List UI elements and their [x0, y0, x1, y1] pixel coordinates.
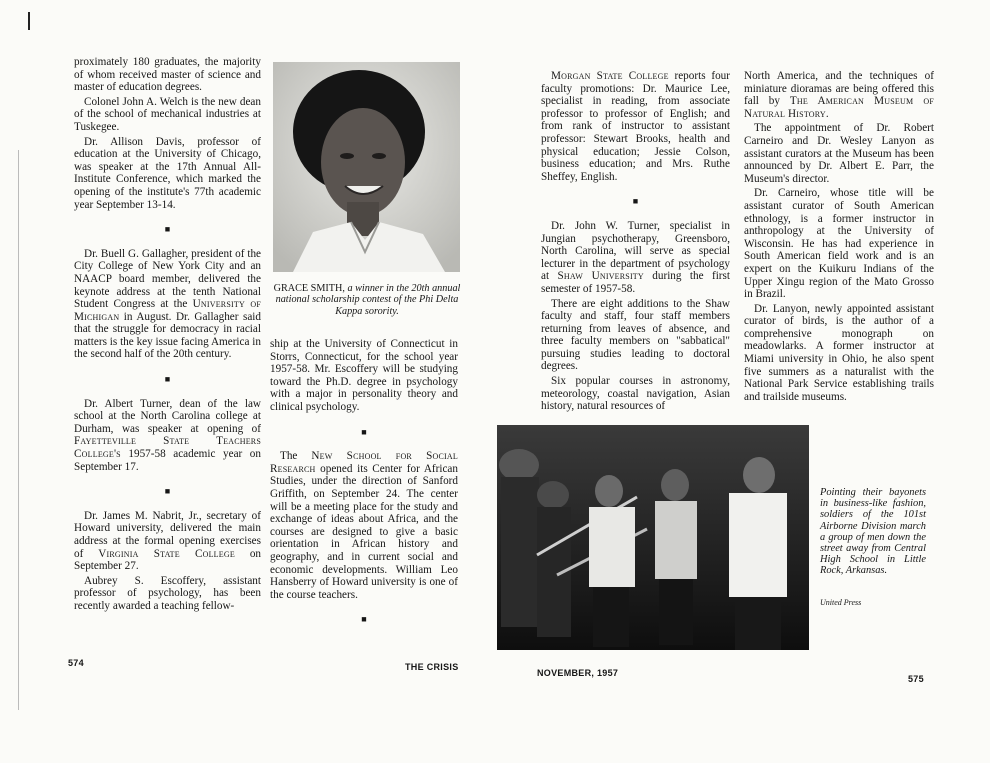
portrait-illustration [273, 62, 460, 272]
binding-edge [18, 150, 19, 710]
paragraph: Dr. James M. Nabrit, Jr., secretary of Howard university, delivered the main address at the formal opening exercises of Virginia State College on September 27. [74, 509, 262, 573]
paragraph: Dr. Allison Davis, professor of education at the University of Chicago, was speaker at the 17th Annual All-Institute Conference, which marked the opening of the institute's 77th academic year September 13-14. [74, 135, 261, 211]
portrait-caption [268, 283, 466, 317]
paragraph: proximately 180 graduates, the majority of whom received master of science and master of education degrees. [74, 56, 261, 94]
news-photo-caption: Pointing their bayonets in business-like fashion, soldiers of the 101st Airborne Division march a group of men down the street away from Central High School in Little Rock, Arkansas. [820, 487, 926, 577]
paragraph: Dr. John W. Turner, specialist in Jungian psychotherapy, Greensboro, North Carolina, will serve as special lecturer in the department of psychology at Shaw University during the first semester of 1957-58. [541, 219, 730, 295]
news-photo [497, 425, 809, 650]
paragraph: Six popular courses in astronomy, meteorology, coastal navigation, Asian history, natural resources of [541, 375, 730, 413]
left-column-2 [270, 338, 458, 638]
portrait-photo [273, 62, 460, 272]
right-column-4 [744, 70, 934, 403]
section-divider [74, 223, 261, 236]
paragraph: The New School for Social Research opened its Center for African Studies, under the direction of Sanford Griffith, on September 24. The center will be a meeting place for the study and exchange of ideas about Africa, and the courses are designed to give a basic orientation in African history and geography, and in current social and economic developments. William Leo Hansberry of Howard university is one of the course teachers. [270, 450, 458, 601]
paragraph: Colonel John A. Welch is the new dean of the school of mechanical industries at Tuskegee. [74, 95, 261, 133]
section-divider [74, 485, 261, 498]
paragraph: There are eight additions to the Shaw faculty and staff, four staff members returning from leaves of absence, and three faculty members on "sabbatical" pursuing studies leading to doctoral degrees. [541, 297, 730, 373]
binding-mark [28, 12, 30, 30]
paragraph: Morgan State College reports four faculty promotions: Dr. Maurice Lee, specialist in reading, from associate professor to professor of English; and from rank of instructor to assistant professor: Stewart Brooks, health and physical education; Jessie Colson, business education; and Mrs. Ruthe Sheffey, English. [541, 70, 730, 183]
right-column-3 [541, 70, 730, 413]
paragraph: Dr. Albert Turner, dean of the law school at the North Carolina college at Durham, was speaker at opening of Fayetteville State Teachers College's 1957-58 academic year on September 17. [74, 397, 261, 473]
left-column-1 [74, 56, 261, 613]
section-divider [270, 613, 458, 626]
paragraph: Aubrey S. Escoffery, assistant professor of psychology, has been recently awarded a teaching fellow- [74, 574, 261, 612]
paragraph: ship at the University of Connecticut in Storrs, Connecticut, for the school year 1957-58. Mr. Escoffery will be studying toward the Ph.D. degree in psychology with a major in personality theory and clinical psychology. [270, 338, 458, 413]
paragraph: Dr. Carneiro, whose title will be assistant curator of South American ethnology, is a former instructor in anthropology at the University of Wisconsin. He has had experience in South American field work and is an expert on the Kuikuru Indians of the Upper Xingu region of the Mato Grosso in Brazil. [744, 187, 934, 301]
running-date-right: NOVEMBER, 1957 [537, 668, 619, 678]
caption-name: GRACE SMITH, [273, 283, 345, 294]
paragraph: Dr. Lanyon, newly appointed assistant curator of birds, is the author of a comprehensive monograph on meadowlarks. A former instructor at Miami university in Ohio, he also spent five summers as a naturalist with the National Park Service establishing trails and trailside museums. [744, 302, 934, 403]
section-divider [74, 373, 261, 386]
caption-text: a winner in the 20th annual national scholarship contest of the Phi Delta Kappa sorority. [275, 283, 461, 317]
section-divider [541, 195, 730, 208]
page-number-right: 575 [908, 674, 924, 684]
paragraph: The appointment of Dr. Robert Carneiro and Dr. Wesley Lanyon as assistant curators at the Museum has been announced by Dr. Albert E. Parr, the Museum's director. [744, 122, 934, 185]
paragraph: North America, and the techniques of miniature dioramas are being offered this fall by The American Museum of Natural History. [744, 70, 934, 120]
section-divider [270, 426, 458, 439]
photo-credit: United Press [820, 598, 862, 607]
soldiers-march-illustration [497, 425, 809, 650]
running-head-left: THE CRISIS [405, 662, 459, 672]
paragraph: Dr. Buell G. Gallagher, president of the City College of New York City and an NAACP board member, delivered the keynote address at the tenth National Student Congress at the University of Michigan in August. Dr. Gallagher said that the struggle for democracy in racial matters is the key issue facing America in the second half of the 20th century. [74, 247, 262, 361]
page-number-left: 574 [68, 658, 84, 668]
